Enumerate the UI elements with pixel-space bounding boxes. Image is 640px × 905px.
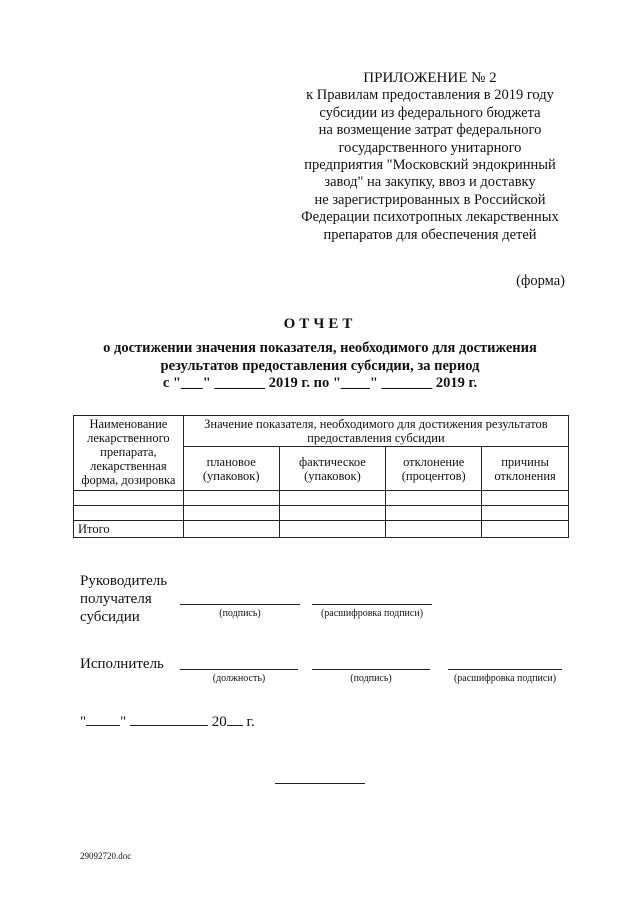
report-table [73,415,569,538]
appendix-line: субсидии из федерального бюджета [319,104,541,121]
appendix-line: на возмещение затрат федерального [318,122,542,139]
date-month-blank[interactable] [130,711,208,726]
date-year-blank[interactable] [227,711,243,726]
date-year-suffix: г. [246,714,255,730]
appendix-line: к Правилам предоставления в 2019 году [306,87,554,104]
report-period-line: с "___" _______ 2019 г. по "____" _______ 2019 г. [162,375,478,391]
date-year-prefix: 20 [211,714,227,730]
report-subtitle [70,340,570,393]
report-subtitle-line: результатов предоставления субсидии, за период [160,357,480,374]
head-sign-line[interactable] [180,604,300,605]
report-subtitle-line: о достижении значения показателя, необходимого для достижения [103,340,537,356]
table-cell[interactable] [74,506,184,521]
head-decode-caption: (расшифровка подписи) [320,608,424,619]
header-planned: плановое (упаковок) [183,447,279,491]
report-title: ОТЧЕТ [283,316,357,332]
exec-sign-line[interactable] [312,669,430,670]
separator-line [275,783,365,784]
head-label-line: Руководитель [80,573,168,589]
date-day-blank[interactable] [86,711,120,726]
table-cell[interactable] [386,506,482,521]
exec-decode-line[interactable] [448,669,562,670]
appendix-line: государственного унитарного [338,139,522,156]
table-cell[interactable] [482,491,569,506]
header-indicator-value: Значение показателя, необходимого для достижения результатов предоставления субсидии [183,416,568,447]
table-cell[interactable] [386,521,482,538]
date-quote-open: " [80,714,87,730]
table-cell[interactable] [482,521,569,538]
appendix-line: предприятия "Московский эндокринный [304,157,556,174]
table-cell[interactable] [183,491,279,506]
table-row [74,506,569,521]
table-row [74,491,569,506]
exec-position-caption: (должность) [212,673,266,684]
head-label [80,572,167,626]
header-drug-name: Наименование лекарственного препарата, лекарственная форма, дозировка [74,416,184,491]
head-label-line: субсидии [80,609,140,625]
table-cell[interactable] [183,506,279,521]
appendix-line: завод" на закупку, ввоз и доставку [324,174,536,191]
table-cell[interactable] [279,521,386,538]
appendix-line: не зарегистрированных в Российской [314,191,546,208]
total-row [74,521,569,538]
appendix-line: Федерации психотропных лекарственных [301,209,559,226]
date-line [80,711,255,731]
date-quote-close: " [120,714,127,730]
table-cell[interactable] [279,506,386,521]
head-sign-caption: (подпись) [219,608,261,619]
table-cell[interactable] [279,491,386,506]
appendix-line: препаратов для обеспечения детей [323,226,537,243]
appendix-block [280,70,580,244]
footer-filename: 29092720.doc [80,851,132,861]
table-cell[interactable] [386,491,482,506]
exec-position-line[interactable] [180,669,298,670]
total-label: Итого [74,521,184,538]
executor-label: Исполнитель [80,656,164,672]
head-label-line: получателя [80,591,152,607]
exec-sign-caption: (подпись) [350,673,392,684]
header-deviation: отклонение (процентов) [386,447,482,491]
table-cell[interactable] [183,521,279,538]
form-label: (форма) [516,273,565,289]
header-actual: фактическое (упаковок) [279,447,386,491]
header-reasons: причины отклонения [482,447,569,491]
appendix-title: ПРИЛОЖЕНИЕ № 2 [363,70,497,86]
head-decode-line[interactable] [312,604,432,605]
table-cell[interactable] [482,506,569,521]
exec-decode-caption: (расшифровка подписи) [453,673,557,684]
table-cell[interactable] [74,491,184,506]
